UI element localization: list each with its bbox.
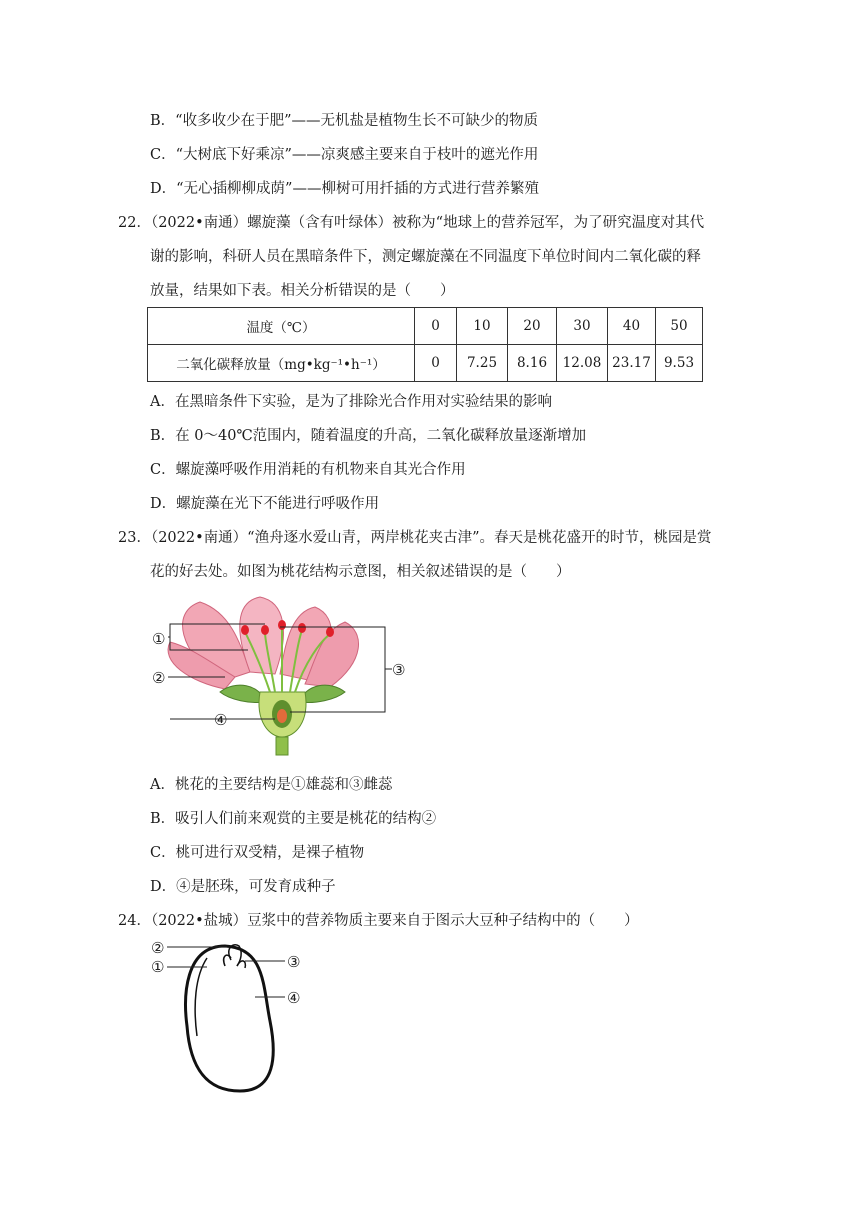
- q22-option-d: D．螺旋藻在光下不能进行呼吸作用: [150, 496, 380, 512]
- q23-option-b: B．吸引人们前来观赏的主要是桃花的结构②: [150, 811, 437, 827]
- flower-label-2: ②: [152, 669, 166, 687]
- table-cell: 温度（℃）: [148, 308, 415, 345]
- table-cell: 0: [415, 308, 457, 345]
- q23-option-a: A．桃花的主要结构是①雄蕊和③雌蕊: [150, 777, 393, 793]
- table-cell: 40: [608, 308, 656, 345]
- table-cell: 9.53: [656, 345, 703, 382]
- q23-option-d: D．④是胚珠，可发育成种子: [150, 879, 336, 895]
- soybean-seed-diagram: [145, 936, 315, 1098]
- q23-option-c: C．桃可进行双受精，是裸子植物: [150, 845, 365, 861]
- table-cell: 二氧化碳释放量（mg•kg⁻¹•h⁻¹）: [148, 345, 415, 382]
- table-cell: 30: [557, 308, 608, 345]
- seed-label-2: ②: [151, 939, 165, 957]
- q22-option-b: B．在 0～40℃范围内，随着温度的升高，二氧化碳释放量逐渐增加: [150, 428, 587, 444]
- flower-label-4: ④: [214, 711, 228, 729]
- table-cell: 20: [508, 308, 557, 345]
- q22-data-table: [147, 307, 703, 382]
- seed-label-4: ④: [287, 989, 301, 1007]
- table-cell: 0: [415, 345, 457, 382]
- q23-stem-line1: 23．（2022•南通）“渔舟逐水爱山青，两岸桃花夹古津”。春天是桃花盛开的时节，桃园是赏: [118, 530, 712, 546]
- q22-stem-line1: 22．（2022•南通）螺旋藻（含有叶绿体）被称为“地球上的营养冠军，为了研究温度对其代: [118, 215, 705, 231]
- seed-label-1: ①: [151, 958, 165, 976]
- flower-label-1: ①: [152, 630, 166, 648]
- q23-stem-line2: 花的好去处。如图为桃花结构示意图，相关叙述错误的是（ ）: [150, 564, 571, 580]
- q21-option-b: B．“收多收少在于肥”——无机盐是植物生长不可缺少的物质: [150, 113, 538, 129]
- table-row: [148, 308, 703, 345]
- table-row: [148, 345, 703, 382]
- table-cell: 12.08: [557, 345, 608, 382]
- flower-label-3: ③: [392, 661, 406, 679]
- q21-option-c: C．“大树底下好乘凉”——凉爽感主要来自于枝叶的遮光作用: [150, 147, 539, 163]
- table-cell: 10: [457, 308, 508, 345]
- table-cell: 50: [656, 308, 703, 345]
- q24-stem-line1: 24．（2022•盐城）豆浆中的营养物质主要来自于图示大豆种子结构中的（ ）: [118, 913, 639, 929]
- table-cell: 8.16: [508, 345, 557, 382]
- q22-stem-line2: 谢的影响，科研人员在黑暗条件下，测定螺旋藻在不同温度下单位时间内二氧化碳的释: [150, 249, 701, 265]
- table-cell: 7.25: [457, 345, 508, 382]
- q22-option-a: A．在黑暗条件下实验，是为了排除光合作用对实验结果的影响: [150, 394, 552, 410]
- q22-stem-line3: 放量，结果如下表。相关分析错误的是（ ）: [150, 283, 455, 299]
- q21-option-d: D．“无心插柳柳成荫”——柳树可用扦插的方式进行营养繁殖: [150, 181, 539, 197]
- q22-option-c: C．螺旋藻呼吸作用消耗的有机物来自其光合作用: [150, 462, 466, 478]
- peach-flower-diagram: [140, 592, 420, 757]
- table-cell: 23.17: [608, 345, 656, 382]
- seed-label-3: ③: [287, 953, 301, 971]
